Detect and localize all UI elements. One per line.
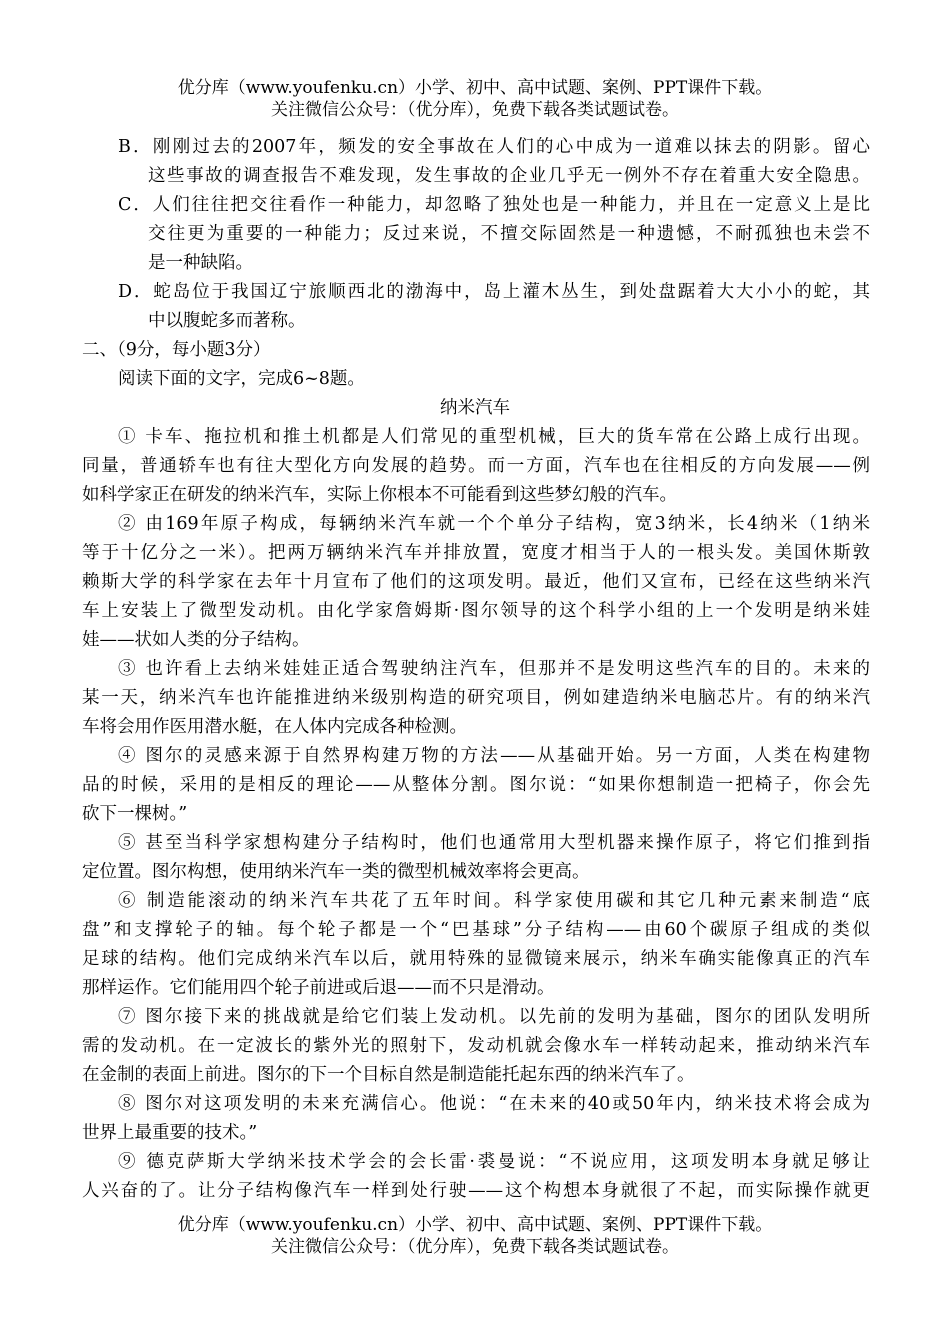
section-heading: 二、（9分，每小题3分） (82, 340, 271, 360)
paragraph-4-line-3: 砍下一棵树。” (82, 804, 188, 824)
option-d-line-2: 中以腹蛇多而著称。 (148, 311, 306, 331)
paragraph-1-line-3: 如科学家正在研发的纳米汽车，实际上你根本不可能看到这些梦幻般的汽车。 (82, 485, 677, 505)
option-b-line-2: 这些事故的调查报告不难发现，发生事故的企业几乎无一例外不存在着重大安全隐患。 (148, 166, 870, 186)
paragraph-3-line-2: 某一天，纳米汽车也许能推进纳米级别构造的研究项目，例如建造纳米电脑芯片。有的纳米汽 (82, 688, 870, 708)
paragraph-3-line-1: ③ 也许看上去纳米娃娃正适合驾驶纳注汽车，但那并不是发明这些汽车的目的。未来的 (118, 659, 870, 679)
article-title: 纳米汽车 (440, 398, 510, 418)
paragraph-1-line-1: ① 卡车、拖拉机和推土机都是人们常见的重型机械，巨大的货车常在公路上成行出现。 (118, 427, 870, 447)
header-line-1: 优分库（www.youfenku.cn）小学、初中、高中试题、案例、PPT课件下载。 (177, 78, 773, 98)
paragraph-6-line-1: ⑥ 制造能滚动的纳米汽车共花了五年时间。科学家使用碳和其它几种元素来制造“底 (118, 891, 870, 911)
header-line-2: 关注微信公众号：（优分库），免费下载各类试题试卷。 (271, 100, 679, 120)
paragraph-8-line-2: 世界上最重要的技术。” (82, 1123, 258, 1143)
paragraph-7-line-3: 在金制的表面上前进。图尔的下一个目标自然是制造能托起东西的纳米汽车了。 (82, 1065, 695, 1085)
paragraph-2-line-2: 等于十亿分之一米）。把两万辆纳米汽车并排放置，宽度才相当于人的一根头发。美国休斯敦 (82, 543, 870, 563)
paragraph-6-line-4: 那样运作。它们能用四个轮子前进或后退——而不只是滑动。 (82, 978, 555, 998)
section-instruction: 阅读下面的文字，完成6~8题。 (118, 369, 365, 389)
option-c-line-3: 是一种缺陷。 (148, 253, 253, 273)
paragraph-2-line-5: 娃——状如人类的分子结构。 (82, 630, 310, 650)
paragraph-2-line-3: 赖斯大学的科学家在去年十月宣布了他们的这项发明。最近，他们又宣布，已经在这些纳米汽 (82, 572, 870, 592)
paragraph-7-line-1: ⑦ 图尔接下来的挑战就是给它们装上发动机。以先前的发明为基础，图尔的团队发明所 (118, 1007, 870, 1027)
paragraph-5-line-1: ⑤ 甚至当科学家想构建分子结构时，他们也通常用大型机器来操作原子，将它们推到指 (118, 833, 870, 853)
paragraph-1-line-2: 同量，普通轿车也有往大型化方向发展的趋势。而一方面，汽车也在往相反的方向发展——例 (82, 456, 870, 476)
option-c-line-2: 交往更为重要的一种能力；反过来说，不擅交际固然是一种遗憾，不耐孤独也未尝不 (148, 224, 870, 244)
paragraph-8-line-1: ⑧ 图尔对这项发明的未来充满信心。他说：“在未来的40或50年内，纳米技术将会成为 (118, 1094, 870, 1114)
footer-line-2: 关注微信公众号：（优分库），免费下载各类试题试卷。 (271, 1237, 679, 1257)
option-c-line-1: C．人们往往把交往看作一种能力，却忽略了独处也是一种能力，并且在一定意义上是比 (118, 195, 870, 215)
footer-line-1: 优分库（www.youfenku.cn）小学、初中、高中试题、案例、PPT课件下载。 (177, 1215, 773, 1235)
paragraph-6-line-2: 盘”和支撑轮子的轴。每个轮子都是一个“巴基球”分子结构——由60个碳原子组成的类似 (82, 920, 870, 940)
paragraph-6-line-3: 足球的结构。他们完成纳米汽车以后，就用特殊的显微镜来展示，纳米车确实能像真正的汽车 (82, 949, 870, 969)
paragraph-9-line-2: 人兴奋的了。让分子结构像汽车一样到处行驶——这个构想本身就很了不起，而实际操作就更 (82, 1181, 870, 1201)
paragraph-4-line-2: 品的时候，采用的是相反的理论——从整体分割。图尔说：“如果你想制造一把椅子，你会先 (82, 775, 870, 795)
paragraph-5-line-2: 定位置。图尔构想，使用纳米汽车一类的微型机械效率将会更高。 (82, 862, 590, 882)
paragraph-7-line-2: 需的发动机。在一定波长的紫外光的照射下，发动机就会像水车一样转动起来，推动纳米汽车 (82, 1036, 870, 1056)
option-b-line-1: B．刚刚过去的2007年，频发的安全事故在人们的心中成为一道难以抹去的阴影。留心 (118, 137, 870, 157)
paragraph-4-line-1: ④ 图尔的灵感来源于自然界构建万物的方法——从基础开始。另一方面，人类在构建物 (118, 746, 870, 766)
paragraph-3-line-3: 车将会用作医用潜水艇，在人体内完成各种检测。 (82, 717, 467, 737)
paragraph-2-line-1: ② 由169年原子构成，每辆纳米汽车就一个个单分子结构，宽3纳米，长4纳米（1纳米 (118, 514, 870, 534)
option-d-line-1: D．蛇岛位于我国辽宁旅顺西北的渤海中，岛上灌木丛生，到处盘踞着大大小小的蛇，其 (118, 282, 870, 302)
paragraph-9-line-1: ⑨ 德克萨斯大学纳米技术学会的会长雷·裘曼说：“不说应用，这项发明本身就足够让 (118, 1152, 870, 1172)
paragraph-2-line-4: 车上安装上了微型发动机。由化学家詹姆斯·图尔领导的这个科学小组的上一个发明是纳米娃 (82, 601, 870, 621)
